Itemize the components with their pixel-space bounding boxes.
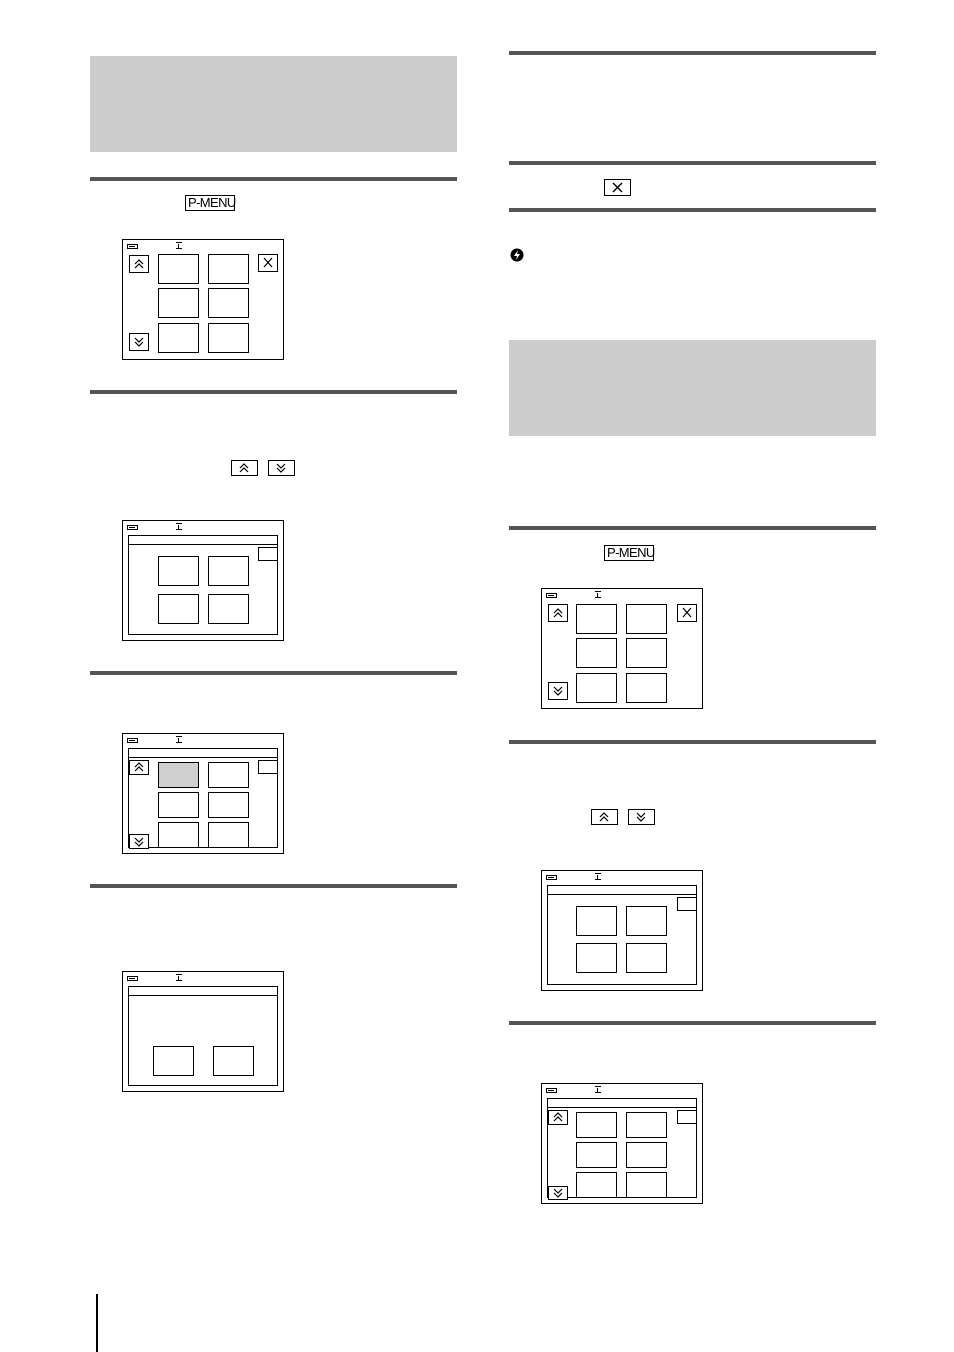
tape-mode-icon (176, 242, 182, 249)
double-chevron-down-icon (549, 683, 567, 699)
tape-mode-icon (176, 736, 182, 743)
step-rule-7 (509, 208, 876, 212)
double-chevron-down-icon (130, 835, 148, 848)
menu-cell[interactable] (626, 638, 667, 668)
option-cell[interactable] (158, 556, 199, 586)
option-cell[interactable] (576, 1112, 617, 1138)
menu-cell[interactable] (576, 604, 617, 634)
menu-cell[interactable] (576, 673, 617, 703)
lcd-screen-settings (541, 870, 703, 991)
step-rule-3 (90, 671, 457, 675)
lcd-screen-menu (541, 588, 703, 709)
battery-icon (546, 1088, 557, 1093)
scroll-up-button-inline (591, 809, 618, 825)
option-cell[interactable] (576, 1172, 617, 1198)
option-cell[interactable] (158, 594, 199, 624)
double-chevron-down-icon (549, 1187, 567, 1199)
scroll-up-button[interactable] (129, 255, 149, 273)
option-cell[interactable] (576, 943, 617, 973)
option-cell[interactable] (626, 906, 667, 936)
battery-icon (127, 244, 138, 249)
scroll-down-button-inline (628, 809, 655, 825)
option-cell[interactable] (158, 792, 199, 818)
double-chevron-up-icon (130, 256, 148, 272)
ok-button[interactable] (258, 547, 278, 561)
scroll-up-button-inline (231, 460, 258, 476)
tape-mode-icon (595, 1086, 601, 1093)
p-menu-label: P-MENU (185, 195, 235, 211)
double-chevron-up-icon (130, 761, 148, 774)
close-icon (605, 180, 630, 195)
lcd-screen-confirm (122, 971, 284, 1092)
confirm-button[interactable] (153, 1046, 194, 1076)
ok-button[interactable] (677, 897, 697, 911)
battery-icon (127, 525, 138, 530)
menu-cell[interactable] (158, 323, 199, 353)
option-cell[interactable] (208, 792, 249, 818)
scroll-down-button-inline (268, 460, 295, 476)
lcd-screen-menu (122, 239, 284, 360)
menu-cell[interactable] (626, 604, 667, 634)
option-cell[interactable] (208, 556, 249, 586)
option-cell[interactable] (626, 1142, 667, 1168)
battery-icon (127, 976, 138, 981)
tape-mode-icon (176, 974, 182, 981)
menu-cell[interactable] (158, 288, 199, 318)
tape-mode-icon (176, 523, 182, 530)
caution-icon (510, 248, 524, 262)
menu-cell[interactable] (208, 323, 249, 353)
option-cell[interactable] (626, 1112, 667, 1138)
step-rule-2 (90, 390, 457, 394)
battery-icon (546, 875, 557, 880)
scroll-up-button[interactable] (129, 760, 149, 775)
option-cell[interactable] (626, 1172, 667, 1198)
scroll-down-button[interactable] (548, 682, 568, 700)
option-cell[interactable] (158, 822, 199, 848)
step-rule-4 (90, 884, 457, 888)
option-cell[interactable] (208, 594, 249, 624)
battery-icon (127, 738, 138, 743)
lcd-panel (128, 748, 278, 848)
menu-cell[interactable] (208, 288, 249, 318)
section-header-box-left (90, 56, 457, 152)
double-chevron-up-icon (549, 1111, 567, 1124)
lcd-panel (547, 1098, 697, 1198)
p-menu-label: P-MENU (604, 545, 654, 561)
scroll-up-button[interactable] (548, 1110, 568, 1125)
step-rule-8 (509, 526, 876, 530)
option-cell[interactable] (626, 943, 667, 973)
double-chevron-up-icon (592, 810, 617, 824)
scroll-down-button[interactable] (548, 1186, 568, 1200)
ok-button[interactable] (677, 1110, 697, 1124)
option-cell[interactable] (576, 906, 617, 936)
double-chevron-up-icon (232, 461, 257, 475)
step-rule-9 (509, 740, 876, 744)
close-icon (678, 605, 696, 621)
section-header-box-right (509, 340, 876, 436)
battery-icon (546, 593, 557, 598)
lcd-screen-options (541, 1083, 703, 1204)
scroll-down-button[interactable] (129, 834, 149, 849)
scroll-down-button[interactable] (129, 333, 149, 351)
close-button[interactable] (258, 254, 278, 272)
tape-mode-icon (595, 873, 601, 880)
close-button-inline (604, 179, 631, 196)
step-rule-6 (509, 161, 876, 165)
cancel-button[interactable] (213, 1046, 254, 1076)
tape-mode-icon (595, 591, 601, 598)
step-rule-1 (90, 177, 457, 181)
step-rule-5 (509, 51, 876, 55)
scroll-up-button[interactable] (548, 604, 568, 622)
lcd-panel (128, 986, 278, 1086)
ok-button[interactable] (258, 760, 278, 774)
close-button[interactable] (677, 604, 697, 622)
double-chevron-down-icon (629, 810, 654, 824)
lcd-panel (547, 885, 697, 985)
double-chevron-up-icon (549, 605, 567, 621)
step-rule-10 (509, 1021, 876, 1025)
option-cell[interactable] (576, 1142, 617, 1168)
lcd-panel (128, 535, 278, 635)
option-cell-selected[interactable] (158, 762, 199, 788)
menu-cell[interactable] (576, 638, 617, 668)
double-chevron-down-icon (130, 334, 148, 350)
page-edge-bar (96, 1294, 98, 1352)
menu-cell[interactable] (208, 254, 249, 284)
close-icon (259, 255, 277, 271)
menu-cell[interactable] (158, 254, 199, 284)
lcd-screen-settings (122, 520, 284, 641)
option-cell[interactable] (208, 822, 249, 848)
double-chevron-down-icon (269, 461, 294, 475)
menu-cell[interactable] (626, 673, 667, 703)
lcd-screen-options (122, 733, 284, 854)
option-cell[interactable] (208, 762, 249, 788)
